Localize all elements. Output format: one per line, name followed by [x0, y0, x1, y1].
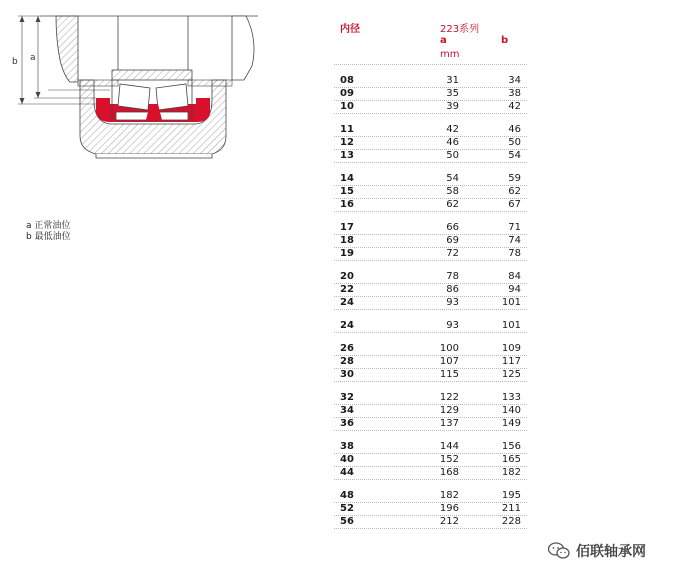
column-header-unit: mm: [440, 49, 460, 60]
a-cell: 129: [439, 405, 459, 416]
table-row: [334, 284, 527, 296]
bore-cell: 09: [340, 88, 354, 99]
bore-cell: 36: [340, 418, 354, 429]
b-cell: 42: [508, 101, 521, 112]
bore-cell: 24: [340, 297, 354, 308]
b-cell: 133: [501, 392, 521, 403]
legend-item-b: b 最低油位: [26, 232, 71, 242]
row-divider: [334, 381, 527, 382]
row-divider: [334, 260, 527, 261]
a-cell: 144: [439, 441, 459, 452]
legend-item-a: a 正常油位: [26, 221, 71, 231]
b-cell: 156: [501, 441, 521, 452]
table-row: [334, 199, 527, 211]
row-divider: [334, 528, 527, 529]
table-row: [334, 297, 527, 309]
a-cell: 42: [446, 124, 459, 135]
a-cell: 168: [439, 467, 459, 478]
bore-cell: 12: [340, 137, 354, 148]
table-row: [334, 75, 527, 87]
bore-cell: 44: [340, 467, 354, 478]
bore-cell: 28: [340, 356, 354, 367]
column-header-a: a: [440, 35, 447, 46]
roller-left: [118, 84, 150, 110]
bore-cell: 32: [340, 392, 354, 403]
b-cell: 140: [501, 405, 521, 416]
header-divider: [334, 64, 527, 65]
table-row: [334, 186, 527, 198]
a-cell: 66: [446, 222, 459, 233]
table-row: [334, 418, 527, 430]
a-cell: 39: [446, 101, 459, 112]
a-cell: 86: [446, 284, 459, 295]
a-cell: 46: [446, 137, 459, 148]
a-cell: 115: [439, 369, 459, 380]
bore-cell: 17: [340, 222, 354, 233]
column-header-bore: 内径: [340, 24, 360, 35]
table-row: [334, 101, 527, 113]
b-cell: 46: [508, 124, 521, 135]
column-header-b: b: [501, 35, 509, 46]
b-cell: 228: [501, 516, 521, 527]
watermark: [548, 540, 646, 562]
watermark-text: 佰联轴承网: [576, 544, 646, 560]
bore-cell: 30: [340, 369, 354, 380]
a-cell: 122: [439, 392, 459, 403]
table-row: [334, 454, 527, 466]
b-cell: 38: [508, 88, 521, 99]
a-cell: 69: [446, 235, 459, 246]
table-row: [334, 222, 527, 234]
a-cell: 31: [446, 75, 459, 86]
bore-cell: 13: [340, 150, 354, 161]
table-row: [334, 271, 527, 283]
table-row: [334, 248, 527, 260]
row-divider: [334, 113, 527, 114]
bore-cell: 34: [340, 405, 354, 416]
a-cell: 137: [439, 418, 459, 429]
a-cell: 54: [446, 173, 459, 184]
column-header-series: 223系列: [440, 24, 480, 35]
a-cell: 93: [446, 297, 459, 308]
b-cell: 50: [508, 137, 521, 148]
b-cell: 182: [501, 467, 521, 478]
table-row: [334, 369, 527, 381]
table-row: [334, 405, 527, 417]
b-cell: 101: [501, 320, 521, 331]
row-divider: [334, 479, 527, 480]
b-cell: 125: [501, 369, 521, 380]
bore-cell: 22: [340, 284, 354, 295]
table-row: [334, 441, 527, 453]
b-cell: 109: [501, 343, 521, 354]
a-cell: 62: [446, 199, 459, 210]
row-divider: [334, 332, 527, 333]
dimension-b-label: b: [12, 57, 18, 67]
b-cell: 94: [508, 284, 521, 295]
b-cell: 71: [508, 222, 521, 233]
bore-cell: 26: [340, 343, 354, 354]
bore-cell: 38: [340, 441, 354, 452]
b-cell: 149: [501, 418, 521, 429]
b-cell: 59: [508, 173, 521, 184]
right-shoulder: [232, 16, 254, 80]
bore-cell: 40: [340, 454, 354, 465]
b-cell: 67: [508, 199, 521, 210]
row-divider: [334, 430, 527, 431]
legend: [26, 221, 71, 243]
bore-cell: 18: [340, 235, 354, 246]
a-cell: 100: [439, 343, 459, 354]
table-row: [334, 235, 527, 247]
a-cell: 72: [446, 248, 459, 259]
roller-right: [156, 84, 188, 110]
b-cell: 101: [501, 297, 521, 308]
wechat-icon: [548, 542, 570, 560]
bore-cell: 08: [340, 75, 354, 86]
bore-cell: 24: [340, 320, 354, 331]
table-row: [334, 467, 527, 479]
a-cell: 182: [439, 490, 459, 501]
bore-cell: 10: [340, 101, 354, 112]
outer-ring: [112, 70, 192, 80]
b-cell: 74: [508, 235, 521, 246]
row-divider: [334, 309, 527, 310]
a-cell: 78: [446, 271, 459, 282]
a-cell: 58: [446, 186, 459, 197]
a-cell: 196: [439, 503, 459, 514]
table-row: [334, 88, 527, 100]
left-shoulder: [56, 16, 78, 82]
a-cell: 35: [446, 88, 459, 99]
b-cell: 34: [508, 75, 521, 86]
bore-cell: 48: [340, 490, 354, 501]
bore-cell: 20: [340, 271, 354, 282]
table-row: [334, 356, 527, 368]
table-row: [334, 150, 527, 162]
bore-cell: 56: [340, 516, 354, 527]
table-row: [334, 490, 527, 502]
b-cell: 54: [508, 150, 521, 161]
b-cell: 62: [508, 186, 521, 197]
table-row: [334, 173, 527, 185]
b-cell: 211: [501, 503, 521, 514]
bore-cell: 52: [340, 503, 354, 514]
a-cell: 212: [439, 516, 459, 527]
b-cell: 117: [501, 356, 521, 367]
b-cell: 165: [501, 454, 521, 465]
a-cell: 93: [446, 320, 459, 331]
table-row: [334, 124, 527, 136]
row-divider: [334, 211, 527, 212]
table-row: [334, 503, 527, 515]
b-cell: 78: [508, 248, 521, 259]
bearing-housing-drawing: [0, 0, 270, 180]
bore-cell: 19: [340, 248, 354, 259]
table-row: [334, 516, 527, 528]
b-cell: 84: [508, 271, 521, 282]
table-row: [334, 343, 527, 355]
a-cell: 50: [446, 150, 459, 161]
bore-cell: 14: [340, 173, 354, 184]
table-row: [334, 137, 527, 149]
bore-cell: 11: [340, 124, 354, 135]
table-row: [334, 392, 527, 404]
dimension-a-label: a: [30, 53, 36, 63]
a-cell: 107: [439, 356, 459, 367]
bore-cell: 16: [340, 199, 354, 210]
table-row: [334, 320, 527, 332]
a-cell: 152: [439, 454, 459, 465]
bore-cell: 15: [340, 186, 354, 197]
row-divider: [334, 162, 527, 163]
b-cell: 195: [501, 490, 521, 501]
